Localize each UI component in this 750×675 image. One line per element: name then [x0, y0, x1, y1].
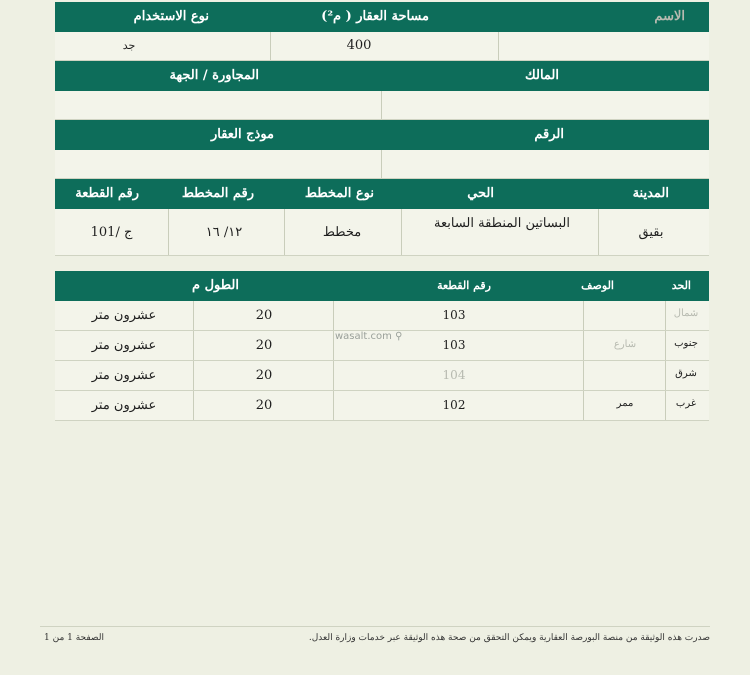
plot-number-value: ج /101: [90, 225, 133, 240]
header-plot: رقم القطعة: [437, 279, 491, 292]
usage-value: جد: [122, 39, 136, 52]
boundaries-header-band: [55, 271, 709, 301]
side-cell: شمال: [673, 308, 699, 319]
table-row: [55, 391, 709, 421]
length-number-cell: 20: [255, 308, 273, 323]
side-cell: غرب: [675, 398, 697, 409]
header-plan-number: رقم المخطط: [181, 186, 254, 201]
header-length: الطول م: [192, 278, 239, 293]
location-values-row: [55, 209, 709, 256]
header-city: المدينة: [632, 186, 669, 201]
table-row: [55, 301, 709, 331]
area-value: 400: [346, 38, 372, 53]
length-number-cell: 20: [255, 338, 273, 353]
model-header-band: [55, 120, 709, 150]
header-district: الحي: [467, 186, 494, 201]
page-number: الصفحة 1 من 1: [44, 633, 104, 643]
plot-cell: 104: [442, 368, 466, 382]
side-cell: جنوب: [674, 338, 698, 349]
description-cell: ممر: [616, 398, 634, 409]
header-plan-type: نوع المخطط: [304, 186, 374, 201]
plan-number-value: ١٢/ ١٦: [205, 225, 243, 240]
watermark: [335, 331, 402, 342]
header-model: موذج العقار: [210, 127, 274, 142]
description-cell: شارع: [613, 339, 637, 350]
length-text-cell: عشرون متر: [91, 368, 157, 383]
owner-values-row: [55, 91, 709, 120]
length-number-cell: 20: [255, 398, 273, 413]
length-text-cell: عشرون متر: [91, 398, 157, 413]
model-values-row: [55, 150, 709, 179]
footer-note: صدرت هذه الوثيقة من منصة البورصة العقارية ويمكن التحقق من صحة هذه الوثيقة عبر خدمات وزارة العدل.: [308, 633, 710, 643]
property-header-band: [55, 2, 709, 32]
location-header-band: [55, 179, 709, 209]
side-cell: شرق: [675, 368, 697, 379]
plot-cell: 103: [442, 338, 466, 352]
length-text-cell: عشرون متر: [91, 308, 157, 323]
header-owner: المالك: [525, 68, 559, 83]
footer-divider: [40, 626, 710, 627]
header-owner-name: الاسم: [654, 9, 685, 24]
header-neighbor: المجاورة / الجهة: [169, 68, 259, 83]
length-number-cell: 20: [255, 368, 273, 383]
watermark-text: wasalt.com: [335, 331, 392, 342]
plot-cell: 102: [442, 398, 466, 412]
city-value: بقيق: [638, 225, 664, 240]
header-usage: نوع الاستخدام: [133, 9, 209, 24]
plan-type-value: مخطط: [322, 225, 362, 240]
plot-cell: 103: [442, 308, 466, 322]
location-pin-icon: ⚲: [395, 331, 403, 342]
owner-header-band: [55, 61, 709, 91]
header-side: الحد: [671, 279, 691, 292]
property-values-row: [55, 32, 709, 61]
header-plot-number: رقم القطعة: [75, 186, 139, 201]
district-value: البساتين المنطقة السابعة: [434, 216, 570, 231]
length-text-cell: عشرون متر: [91, 338, 157, 353]
header-area: مساحة العقار ( م²): [321, 9, 429, 24]
table-row: [55, 361, 709, 391]
header-description: الوصف: [581, 279, 614, 292]
header-number: الرقم: [534, 127, 564, 142]
